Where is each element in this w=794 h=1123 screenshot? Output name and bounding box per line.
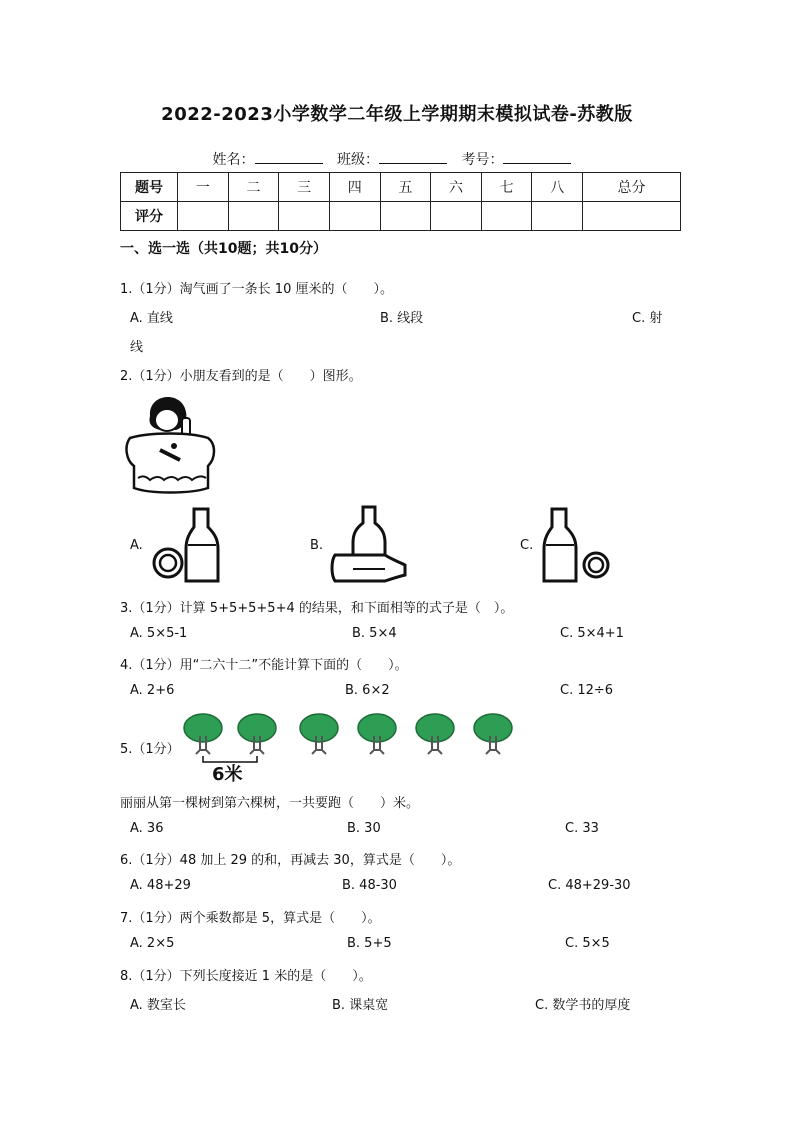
name-field[interactable] — [255, 149, 323, 164]
question-8: 8.（1分）下列长度接近 1 米的是（ ）。 — [120, 969, 372, 984]
q6-option-b[interactable]: B. 48-30 — [342, 878, 397, 893]
question-5: 5.（1分） — [120, 742, 180, 757]
class-field[interactable] — [379, 149, 447, 164]
q3-option-a[interactable]: A. 5×5-1 — [130, 626, 188, 641]
table-cell: 五 — [380, 173, 431, 202]
tree-icon — [238, 714, 276, 754]
q4-option-b[interactable]: B. 6×2 — [345, 683, 390, 698]
q5-option-c[interactable]: C. 33 — [565, 821, 599, 836]
question-4: 4.（1分）用“二六十二”不能计算下面的（ ）。 — [120, 658, 408, 673]
q1-option-a[interactable]: A. 直线 — [130, 311, 173, 326]
q1-option-c[interactable]: C. 射 — [632, 311, 663, 326]
q4-option-a[interactable]: A. 2+6 — [130, 683, 175, 698]
q8-option-c[interactable]: C. 数学书的厚度 — [535, 998, 631, 1013]
girl-at-table-icon — [120, 388, 220, 496]
table-cell: 一 — [178, 173, 229, 202]
q7-option-b[interactable]: B. 5+5 — [347, 936, 392, 951]
score-cell[interactable] — [279, 202, 330, 231]
exam-number-label: 考号： — [461, 152, 504, 168]
table-cell: 题号 — [121, 173, 178, 202]
q4-option-c[interactable]: C. 12÷6 — [560, 683, 614, 698]
q1-option-c-wrap: 线 — [130, 340, 144, 355]
distance-label: 6米 — [212, 764, 243, 785]
score-cell[interactable] — [380, 202, 431, 231]
question-6: 6.（1分）48 加上 29 的和，再减去 30，算式是（ ）。 — [120, 853, 461, 868]
score-cell[interactable] — [583, 202, 681, 231]
table-cell: 评分 — [121, 202, 178, 231]
bottle-icon — [150, 505, 226, 585]
bottle-icon — [325, 503, 413, 585]
class-label: 班级： — [337, 152, 379, 168]
score-cell[interactable] — [431, 202, 482, 231]
q6-option-a[interactable]: A. 48+29 — [130, 878, 191, 893]
score-cell[interactable] — [178, 202, 229, 231]
score-table-header-row — [121, 173, 681, 202]
table-cell: 六 — [431, 173, 482, 202]
q2-option-c[interactable]: C. — [520, 538, 534, 553]
page-title: 2022-2023小学数学二年级上学期期末模拟试卷-苏教版 — [161, 104, 633, 125]
score-table-score-row — [121, 202, 681, 231]
student-info — [0, 149, 794, 169]
score-cell[interactable] — [481, 202, 532, 231]
score-cell[interactable] — [228, 202, 279, 231]
exam-number-field[interactable] — [503, 149, 571, 164]
question-3: 3.（1分）计算 5+5+5+5+4 的结果，和下面相等的式子是（ ）。 — [120, 601, 514, 616]
score-table — [120, 172, 681, 231]
question-2: 2.（1分）小朋友看到的是（ ）图形。 — [120, 369, 362, 384]
table-cell: 八 — [532, 173, 583, 202]
q2-option-b[interactable]: B. — [310, 538, 324, 553]
table-cell: 七 — [481, 173, 532, 202]
q6-option-c[interactable]: C. 48+29-30 — [548, 878, 631, 893]
q1-option-b[interactable]: B. 线段 — [380, 311, 424, 326]
tree-icon — [474, 714, 512, 754]
table-cell: 三 — [279, 173, 330, 202]
tree-icon — [300, 714, 338, 754]
q3-option-b[interactable]: B. 5×4 — [352, 626, 397, 641]
section-heading: 一、选一选（共10题；共10分） — [120, 241, 327, 257]
q5-option-b[interactable]: B. 30 — [347, 821, 381, 836]
q7-option-c[interactable]: C. 5×5 — [565, 936, 610, 951]
name-label: 姓名： — [212, 152, 255, 168]
score-cell[interactable] — [532, 202, 583, 231]
q7-option-a[interactable]: A. 2×5 — [130, 936, 175, 951]
q2-option-a[interactable]: A. — [130, 538, 143, 553]
question-1: 1.（1分）淘气画了一条长 10 厘米的（ ）。 — [120, 282, 393, 297]
q3-option-c[interactable]: C. 5×4+1 — [560, 626, 624, 641]
table-cell: 总分 — [583, 173, 681, 202]
question-5-text: 丽丽从第一棵树到第六棵树，一共要跑（ ）米。 — [120, 796, 420, 811]
tree-icon — [358, 714, 396, 754]
table-cell: 四 — [329, 173, 380, 202]
table-cell: 二 — [228, 173, 279, 202]
q5-option-a[interactable]: A. 36 — [130, 821, 164, 836]
score-cell[interactable] — [329, 202, 380, 231]
question-7: 7.（1分）两个乘数都是 5，算式是（ ）。 — [120, 911, 381, 926]
tree-icon — [416, 714, 454, 754]
q8-option-a[interactable]: A. 教室长 — [130, 998, 186, 1013]
tree-icon — [184, 714, 222, 754]
bottle-icon — [540, 505, 616, 585]
q8-option-b[interactable]: B. 课桌宽 — [332, 998, 389, 1013]
